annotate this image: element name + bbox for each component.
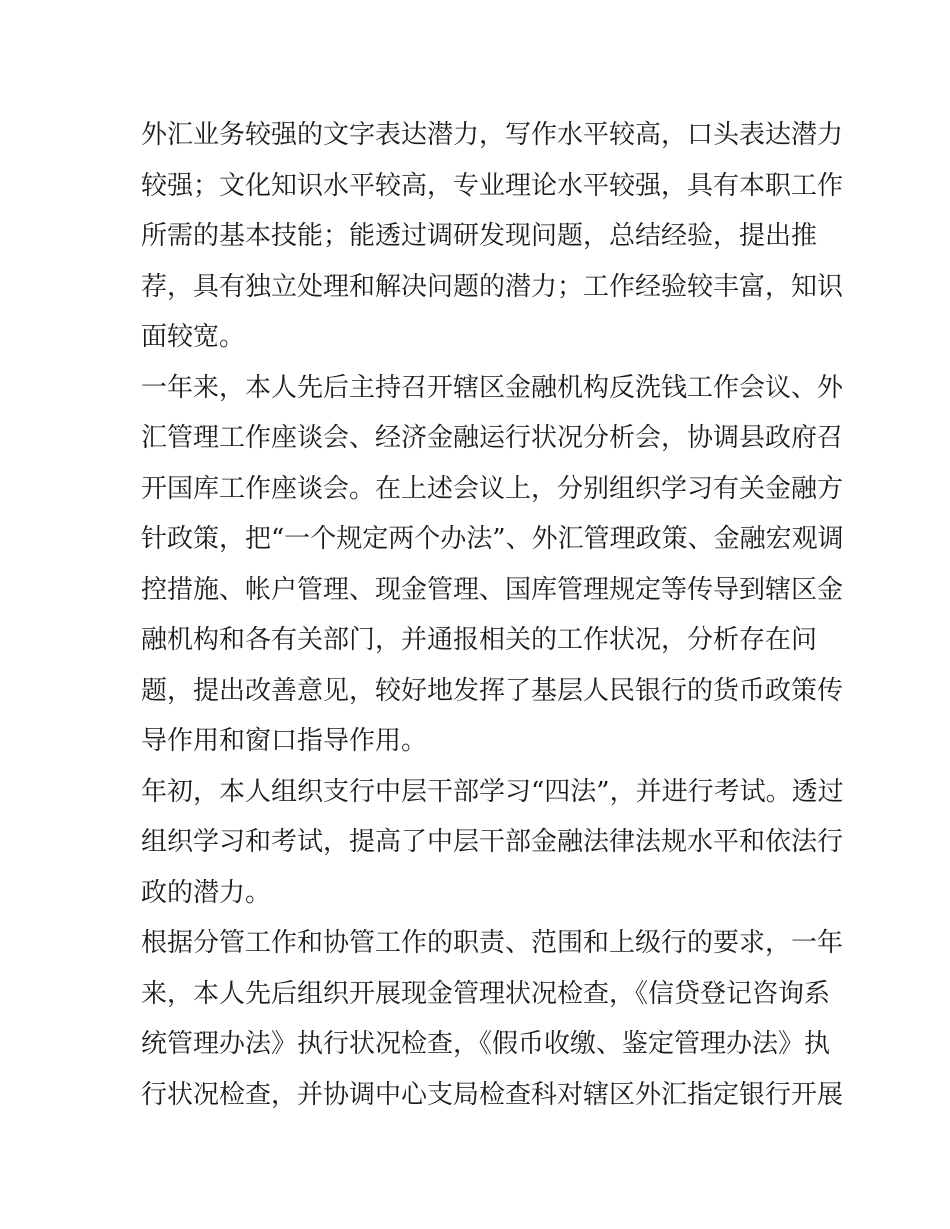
text-line: 控措施、帐户管理、现金管理、国库管理规定等传导到辖区金 [141,574,844,605]
document-body [141,110,844,1120]
text-line: 行状况检查，并协调中心支局检查科对辖区外汇指定银行开展 [141,1079,844,1110]
text-line: 年初，本人组织支行中层干部学习“四法”，并进行考试。透过 [141,776,844,807]
text-line: 针政策，把“一个规定两个办法”、外汇管理政策、金融宏观调 [141,524,844,554]
text-line: 所需的基本技能；能透过调研发现问题，总结经验，提出推 [141,221,818,251]
text-line: 融机构和各有关部门，并通报相关的工作状况，分析存在问 [141,625,818,655]
text-line: 荐，具有独立处理和解决问题的潜力；工作经验较丰富，知识 [141,271,844,302]
text-line: 一年来，本人先后主持召开辖区金融机构反洗钱工作会议、外 [141,372,844,403]
text-line: 组织学习和考试，提高了中层干部金融法律法规水平和依法行 [141,827,844,857]
text-line: 较强；文化知识水平较高，专业理论水平较强，具有本职工作 [141,170,844,201]
text-line: 题，提出改善意见，较好地发挥了基层人民银行的货币政策传 [141,675,844,706]
text-line: 统管理办法》执行状况检查，《假币收缴、鉴定管理办法》执 [141,1029,831,1059]
text-line: 开国库工作座谈会。在上述会议上，分别组织学习有关金融方 [141,473,844,504]
text-line: 导作用和窗口指导作用。 [141,726,428,756]
text-line: 面较宽。 [141,322,246,352]
text-line: 政的潜力。 [141,877,272,908]
text-line: 汇管理工作座谈会、经济金融运行状况分析会，协调县政府召 [141,423,844,453]
text-line: 外汇业务较强的文字表达潜力，写作水平较高，口头表达潜力 [141,120,844,150]
text-line: 来，本人先后组织开展现金管理状况检查，《信贷登记咨询系 [141,978,831,1009]
text-line: 根据分管工作和协管工作的职责、范围和上级行的要求，一年 [141,928,844,958]
